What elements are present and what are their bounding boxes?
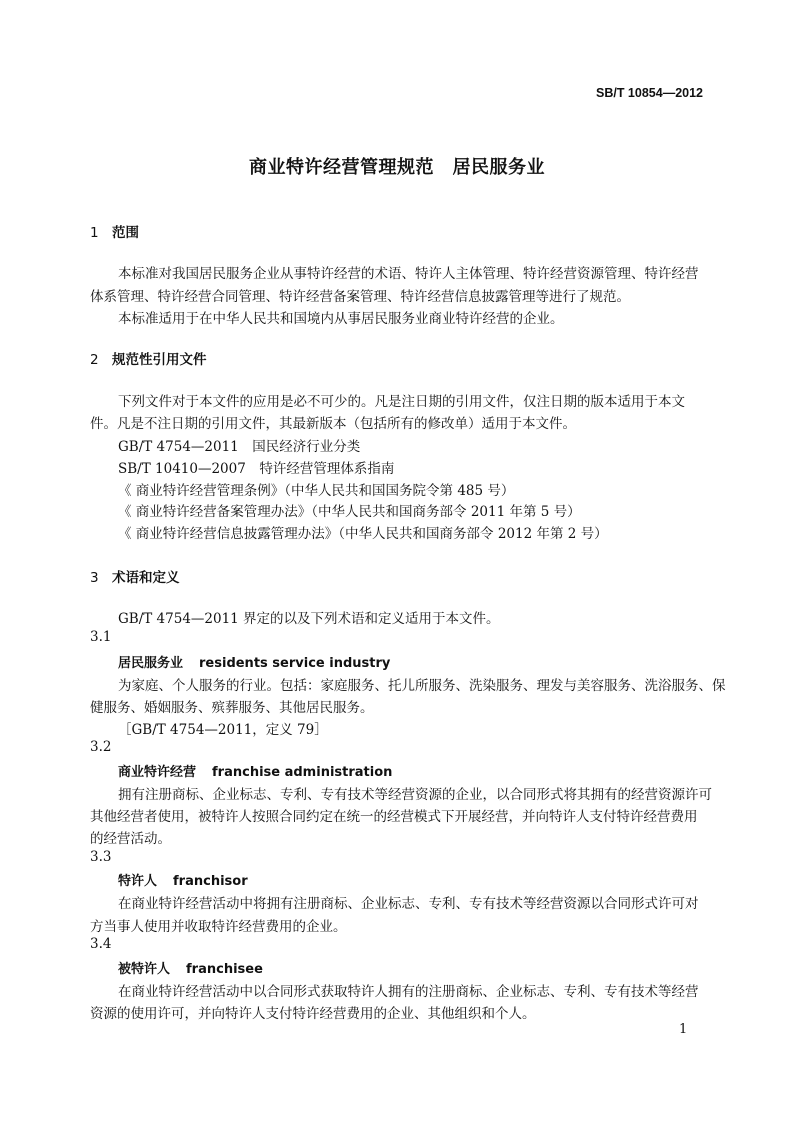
term-heading — [118, 870, 248, 889]
term-english: franchise administration — [212, 765, 393, 780]
reference-item: GB/T 4754—2011 国民经济行业分类 — [118, 439, 361, 455]
section-title: 范围 — [112, 225, 139, 241]
term-heading — [118, 652, 390, 671]
term-heading — [118, 958, 263, 977]
paragraph-line: 件。凡是不注日期的引用文件，其最新版本（包括所有的修改单）适用于本文件。 — [90, 416, 576, 432]
section-title: 术语和定义 — [112, 570, 180, 586]
term-heading — [118, 761, 392, 780]
term-chinese: 特许人 — [118, 874, 158, 889]
definition-line: 其他经营者使用，被特许人按照合同约定在统一的经营模式下开展经营，并向特许人支付特许经营费用 — [90, 809, 698, 825]
section-3-heading — [90, 566, 180, 586]
paragraph-line: 下列文件对于本文件的应用是必不可少的。凡是注日期的引用文件，仅注日期的版本适用于本文 — [118, 394, 685, 410]
definition-line: 健服务、婚姻服务、殡葬服务、其他居民服务。 — [90, 700, 374, 716]
definition-line: 在商业特许经营活动中将拥有注册商标、企业标志、专利、专有技术等经营资源以合同形式许可对 — [118, 896, 699, 912]
standard-number: SB/T 10854—2012 — [595, 86, 703, 100]
page-number: 1 — [679, 1022, 688, 1037]
reference-item: SB/T 10410—2007 特许经营管理体系指南 — [118, 461, 395, 477]
clause-number: 3.2 — [90, 739, 112, 755]
term-english: franchisor — [173, 874, 248, 889]
definition-source: ［GB/T 4754—2011，定义 79］ — [118, 722, 328, 738]
definition-line: 在商业特许经营活动中以合同形式获取特许人拥有的注册商标、企业标志、专利、专有技术等经营 — [118, 984, 699, 1000]
section-number: 1 — [90, 225, 99, 241]
term-chinese: 居民服务业 — [118, 656, 184, 671]
reference-item: 《 商业特许经营信息披露管理办法》（中华人民共和国商务部令 2012 年第 2 号） — [118, 526, 608, 542]
definition-line: 资源的使用许可，并向特许人支付特许经营费用的企业、其他组织和个人。 — [90, 1006, 536, 1022]
paragraph-line: 本标准适用于在中华人民共和国境内从事居民服务业商业特许经营的企业。 — [118, 311, 564, 327]
section-1-heading — [90, 221, 139, 241]
clause-number: 3.3 — [90, 849, 112, 865]
definition-line: 拥有注册商标、企业标志、专利、专有技术等经营资源的企业，以合同形式将其拥有的经营资源许可 — [118, 787, 712, 803]
document-title: 商业特许经营管理规范 居民服务业 — [249, 157, 545, 178]
term-english: franchisee — [186, 962, 263, 977]
definition-line: 为家庭、个人服务的行业。包括：家庭服务、托儿所服务、洗染服务、理发与美容服务、洗浴服务、保 — [118, 678, 726, 694]
section-2-heading — [90, 348, 207, 368]
section-number: 2 — [90, 352, 99, 368]
paragraph-line: 体系管理、特许经营合同管理、特许经营备案管理、特许经营信息披露管理等进行了规范。 — [90, 289, 630, 305]
term-chinese: 商业特许经营 — [118, 765, 197, 780]
section-title: 规范性引用文件 — [112, 352, 207, 368]
reference-item: 《 商业特许经营管理条例》（中华人民共和国国务院令第 485 号） — [118, 483, 515, 499]
section-number: 3 — [90, 570, 99, 586]
paragraph-line: GB/T 4754—2011 界定的以及下列术语和定义适用于本文件。 — [118, 611, 500, 627]
term-chinese: 被特许人 — [118, 962, 171, 977]
clause-number: 3.4 — [90, 936, 112, 952]
term-english: residents service industry — [199, 656, 391, 671]
clause-number: 3.1 — [90, 629, 112, 645]
definition-line: 的经营活动。 — [90, 831, 171, 847]
reference-item: 《 商业特许经营备案管理办法》（中华人民共和国商务部令 2011 年第 5 号） — [118, 504, 581, 520]
paragraph-line: 本标准对我国居民服务企业从事特许经营的术语、特许人主体管理、特许经营资源管理、特许经营 — [118, 266, 699, 282]
definition-line: 方当事人使用并收取特许经营费用的企业。 — [90, 919, 347, 935]
